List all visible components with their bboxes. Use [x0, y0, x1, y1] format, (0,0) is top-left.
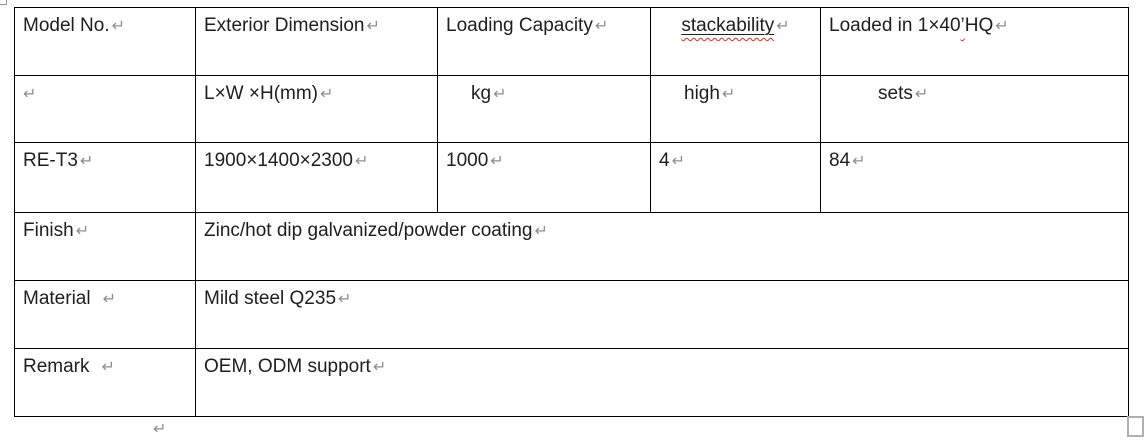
subheader-high[interactable]	[651, 76, 821, 143]
paragraph-mark-icon: ↵	[320, 84, 334, 103]
value-remark[interactable]	[196, 349, 1129, 417]
header-loaded-40hq[interactable]	[821, 8, 1129, 76]
value-loaded-sets[interactable]	[821, 143, 1129, 213]
paragraph-mark-icon: ↵	[366, 16, 380, 35]
cell-text: 1000	[446, 150, 489, 171]
cell-text: L×W ×H(mm)	[204, 83, 318, 104]
cell-text: 1900×1400×2300	[204, 150, 353, 171]
value-dimensions[interactable]	[196, 143, 438, 213]
paragraph-mark-icon: ↵	[101, 357, 115, 376]
paragraph-mark-icon: ↵	[372, 357, 387, 376]
paragraph-mark-icon: ↵	[995, 16, 1009, 35]
cell-text: Zinc/hot dip galvanized/powder coating	[204, 220, 533, 241]
cell-text: 84	[829, 150, 851, 171]
table-row	[15, 213, 1129, 281]
paragraph-mark-icon: ↵	[534, 221, 548, 240]
value-stackability[interactable]	[651, 143, 821, 213]
cell-text: 4	[659, 150, 670, 171]
paragraph-mark-icon: ↵	[776, 16, 790, 35]
paragraph-mark-icon: ↵	[102, 289, 116, 308]
paragraph-mark-icon: ↵	[111, 16, 126, 35]
cell-text: Material	[23, 288, 91, 309]
paragraph-mark-icon: ↵	[914, 84, 929, 103]
value-model-no[interactable]	[15, 143, 196, 213]
paragraph-mark-icon: ↵	[355, 151, 369, 170]
subheader-sets[interactable]	[821, 76, 1129, 143]
table-row	[15, 8, 1129, 76]
cell-text: stackability	[681, 15, 775, 36]
cell-text-segment: Loaded in 1×40	[829, 15, 961, 36]
cell-text: Model No.	[23, 15, 110, 36]
paragraph-mark-icon: ↵	[721, 84, 736, 103]
label-finish[interactable]	[15, 213, 196, 281]
cell-text: Mild steel Q235	[204, 288, 337, 309]
table-resize-handle[interactable]	[1127, 416, 1144, 437]
table-row	[15, 349, 1129, 417]
paragraph-mark-icon: ↵	[852, 151, 866, 170]
product-spec-table	[14, 7, 1129, 417]
table-row	[15, 281, 1129, 349]
cell-text: sets	[878, 83, 913, 104]
paragraph-mark-icon: ↵	[23, 84, 37, 103]
cell-text: Exterior Dimension	[204, 15, 365, 36]
table-move-handle[interactable]	[0, 0, 7, 5]
paragraph-mark-icon: ↵	[79, 151, 94, 170]
label-remark[interactable]	[15, 349, 196, 417]
subheader-blank[interactable]	[15, 76, 196, 143]
paragraph-mark-icon: ↵	[338, 289, 352, 308]
cell-text: kg	[471, 83, 492, 104]
cell-text: Remark	[23, 356, 90, 377]
value-material[interactable]	[196, 281, 1129, 349]
spellcheck-squiggle	[681, 15, 774, 36]
paragraph-mark-icon: ↵	[671, 151, 685, 170]
header-stackability[interactable]	[651, 8, 821, 76]
paragraph-mark-icon: ↵	[490, 151, 504, 170]
cell-text: OEM, ODM support	[204, 356, 371, 377]
table-row	[15, 76, 1129, 143]
paragraph-mark-icon: ↵	[594, 16, 609, 35]
paragraph-mark-icon: ↵	[75, 221, 90, 240]
label-material[interactable]	[15, 281, 196, 349]
cell-text: Loading Capacity	[446, 15, 593, 36]
header-loading-capacity[interactable]	[438, 8, 651, 76]
header-exterior-dimension[interactable]	[196, 8, 438, 76]
apostrophe-spellcheck-squiggle: ’	[960, 15, 965, 36]
paragraph-mark-icon: ↵	[153, 419, 167, 438]
subheader-kg[interactable]	[438, 76, 651, 143]
cell-text: RE-T3	[23, 150, 78, 171]
value-loading-capacity[interactable]	[438, 143, 651, 213]
cell-text: high	[684, 83, 720, 104]
table-row	[15, 143, 1129, 213]
cell-text-segment: HQ	[964, 15, 994, 36]
cell-text: Finish	[23, 220, 74, 241]
header-model-no[interactable]	[15, 8, 196, 76]
paragraph-mark-icon: ↵	[493, 84, 507, 103]
subheader-lwh[interactable]	[196, 76, 438, 143]
value-finish[interactable]	[196, 213, 1129, 281]
